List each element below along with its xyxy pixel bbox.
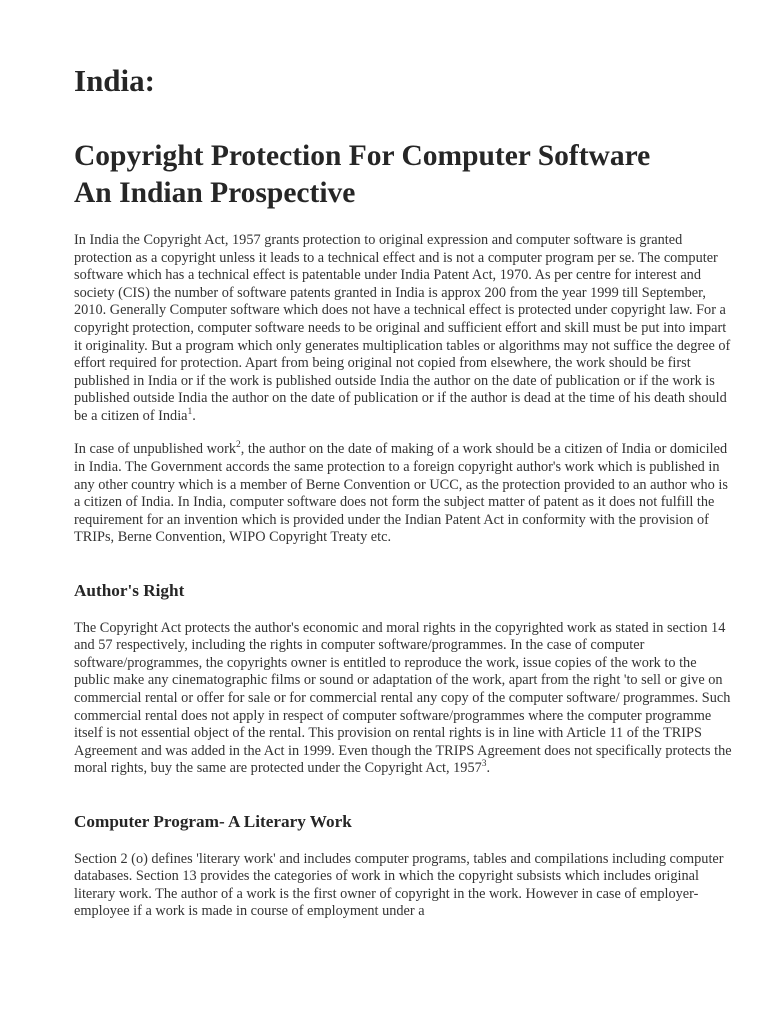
paragraph-intro-text: In India the Copyright Act, 1957 grants protection to original expression and computer software is granted protection as a copyright unless it leads to a technical effect and is not a computer program per se. The computer software which has a technical effect is patentable under India Patent Act, 1970. As per centre for interest and society (CIS) the number of software patents granted in India is approx 200 from the year 1999 till September, 2010. Generally Computer software which does not have a technical effect is protected under copyright law. For a copyright protection, computer software needs to be original and sufficient effort and skill must be put into impart it originality. But a program which only generates multiplication tables or algorithms may not suffice the degree of effort required for protection. Apart from being original not copied from elsewhere, the work should be first published in India or if the work is published outside India the author on the date of publication or if the work is published outside India the author on the date of publication or if the author is dead at the time of his death should be a citizen of India [74, 231, 731, 424]
section-heading-authors-right: Author's Right [74, 581, 185, 601]
country-heading: India: [74, 63, 155, 98]
paragraph-authors-right-text: The Copyright Act protects the author's economic and moral rights in the copyrighted work as stated in section 14 and 57 respectively, including the rights in computer software/programmes. In the case of computer software/programmes, the copyrights owner is entitled to reproduce the work, issue copies of the work to the public make any cinematographic films or sound or adaptation of the work, apart from the right 'to sell or give on commercial rental or offer for sale or for commercial rental any copy of the computer software/ programmes. Such commercial rental does not apply in respect of computer software/programmes where the computer programme itself is not essential object of the rental. This provision on rental rights is in line with Article 11 of the TRIPS Agreement and was added in the Act in 1999. Even though the TRIPS Agreement does not specifically protects the moral rights, buy the same are protected under the Copyright Act, 1957 [74, 619, 732, 777]
paragraph-unpublished-work [74, 441, 734, 547]
paragraph-intro [74, 232, 734, 426]
paragraph-authors-right [74, 620, 734, 778]
document-page [74, 62, 734, 921]
paragraph-unpublished-text: , the author on the date of making of a work should be a citizen of India or domiciled in India. The Government accords the same protection to a foreign copyright author's work which is published in any other country which is a member of Berne Convention or UCC, as the protection provided to an author who is a citizen of India. In India, computer software does not form the subject matter of patent as it does not fulfill the requirement for an invention which is provided under the Indian Patent Act in conformity with the provision of TRIPs, Berne Convention, WIPO Copyright Treaty etc. [74, 441, 728, 546]
title-line-1: Copyright Protection For Computer Software [74, 140, 651, 173]
footnote-ref-3[interactable]: 3 [481, 759, 487, 770]
paragraph-authors-right-end: . [486, 760, 491, 777]
paragraph-literary-work [74, 851, 734, 921]
footnote-ref-1[interactable]: 1 [187, 407, 193, 418]
document-title [74, 138, 734, 212]
title-line-2: An Indian Prospective [74, 177, 356, 210]
paragraph-literary-work-text: Section 2 (o) defines 'literary work' and includes computer programs, tables and compilations including computer databases. Section 13 provides the categories of work in which the copyright subsists which includes original literary work. The author of a work is the first owner of copyright in the work. However in case of employer-employee if a work is made in course of employment under a [74, 850, 724, 920]
section-heading-computer-program: Computer Program- A Literary Work [74, 812, 352, 832]
footnote-ref-2[interactable]: 2 [236, 440, 241, 451]
paragraph-intro-end: . [192, 407, 196, 424]
paragraph-unpublished-start: In case of unpublished work [74, 441, 236, 458]
